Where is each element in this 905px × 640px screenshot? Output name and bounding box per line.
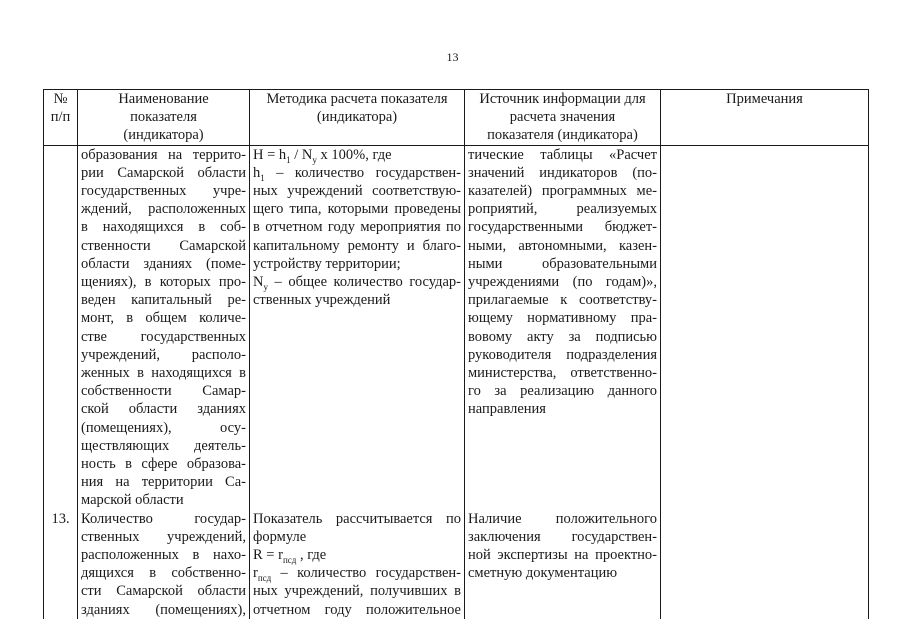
header-indicator-name: Наименование показателя (индикатора) (78, 90, 250, 146)
row2-notes (661, 510, 869, 619)
definition-r: $r_{псд}$ – количество государствен- (253, 565, 461, 584)
table-row (44, 510, 869, 619)
row1-number-cell (44, 145, 78, 510)
table-row (44, 145, 869, 510)
row1-information-source: тические таблицы «Расчет значений индикаторов (по- казателей) программных ме- роприятий, реализуемых государственными бюджет- ными, автономными, казен- ными образовательными учреждениями (по годам)», прилагаемые к соответству- ющему нормативному пра- вовому акту за подписью руководителя подразделения министерства, ответственно- го за реализацию данного направления (465, 145, 661, 510)
row1-indicator-name: образования на террито- рии Самарской области государственных учре- ждений, расположенных в находящихся в соб- ственности Самарской области зданиях (поме- щениях), в которых про- веден капитальный ре- монт, в общем количе- стве государственных учреждений, располо- женных в находящихся в собственности Самар- ской области зданиях (помещениях), осу- ществляющих деятель- ность в сфере образова- ния на территории Са- марской области (78, 145, 250, 510)
row2-number: 13. (44, 510, 78, 619)
header-number: № п/п (44, 90, 78, 146)
definition-h1: $h_1$ – количество государствен- (253, 164, 461, 183)
formula-r: $R = r_{псд}$ , где (253, 547, 327, 565)
page-number: 13 (446, 50, 459, 64)
row2-indicator-name: Количество государ- ственных учреждений, расположенных в нахо- дящихся в собственно- сти Самарской области зданиях (помещениях), (78, 510, 250, 619)
row1-notes (661, 145, 869, 510)
header-notes: Примечания (661, 90, 869, 146)
definition-ny: $N_у$ – общее количество государ- (253, 274, 461, 292)
header-calculation-method: Методика расчета показателя (индикатора) (250, 90, 465, 146)
row2-information-source: Наличие положительного заключения государствен- ной экспертизы на проектно- сметную документацию (465, 510, 661, 619)
row1-calculation-method: $H = h_1 / N_у$ х 100%, где $h_1$ – количество государствен- ных учреждений соответствую- щего типа, которыми проведены в отчетном году мероприятия по капитальному ремонту и благо- устройству территории; $N_у$ – общее количество государ- ственных учреждений (250, 145, 465, 510)
indicator-table (43, 89, 869, 619)
row2-calculation-method: Показатель рассчитывается по формуле $R = r_{псд}$ , где $r_{псд}$ – количество государствен- ных учреждений, получивших в отчетном году положительное (250, 510, 465, 619)
table-header-row (44, 90, 869, 146)
formula-h: $H = h_1 / N_у$ х 100%, где (253, 146, 392, 165)
header-information-source: Источник информации для расчета значения показателя (индикатора) (465, 90, 661, 146)
